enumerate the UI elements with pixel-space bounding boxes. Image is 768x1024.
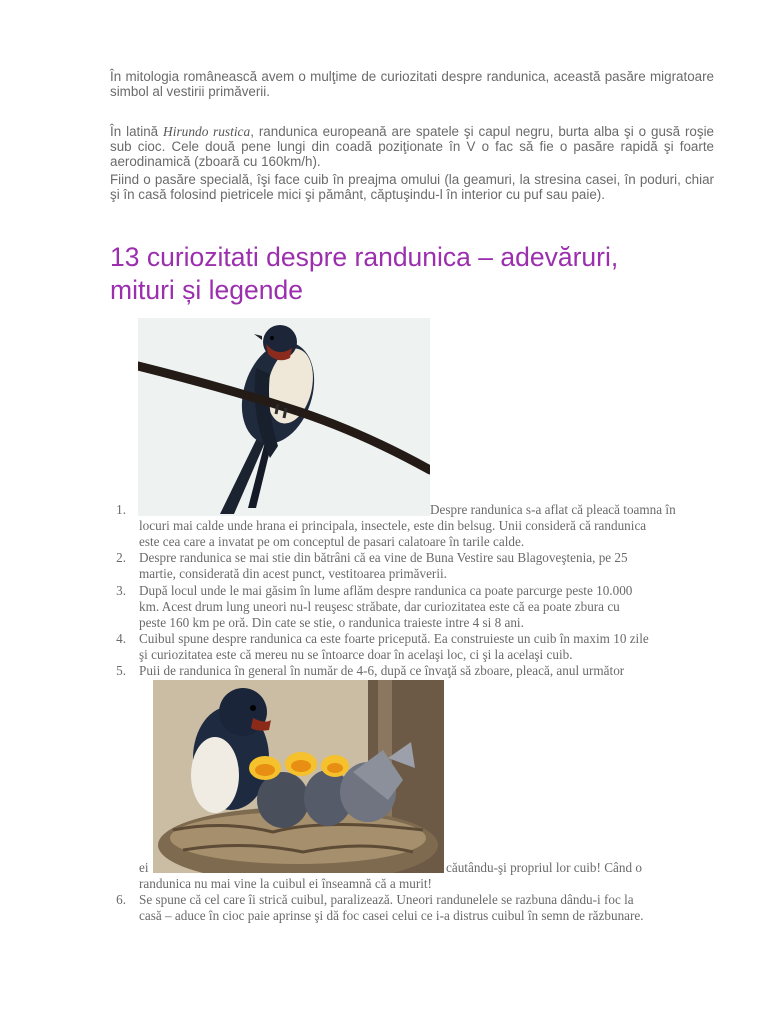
list-item-text: Puii de randunica în general în număr de 4-6, după ce învaţă să zboare, pleacă, anul următor bbox=[139, 663, 625, 678]
intro-paragraph-2-rest: , randunica europeană are spatele şi capul negru, burta alba şi o gusă roşie sub cioc. Cele două pene lungi din coadă poziţionate în V o fac să fie o pasăre rapidă şi foarte aerodinamică (zboară cu 160km/h). bbox=[110, 124, 715, 170]
list-number: 2. bbox=[116, 550, 126, 565]
intro-paragraph-3: Fiind o pasăre specială, îşi face cuib în preajma omului (la geamuri, la stresina casei, în poduri, chiar şi în casă folosind pietricele mici şi pământ, căptuşindu-l în interior cu puf sau paie). bbox=[110, 172, 714, 203]
list-item-text: martie, considerată din acest punct, vestitoarea primăverii. bbox=[139, 566, 447, 581]
list-item-text: şi curiozitatea este că mereu nu se întoarce doar în acelaşi loc, ci şi la acelaşi cuib. bbox=[139, 647, 573, 662]
intro-paragraph-1: În mitologia românească avem o mulţime de curiozitati despre randunica, această pasăre migratoare simbol al vestirii primăverii. bbox=[110, 69, 714, 100]
list-item-text: După locul unde le mai găsim în lume aflăm despre randunica ca poate parcurge peste 10.000 bbox=[139, 583, 633, 598]
list-item-text: casă – aduce în cioc paie aprinse şi dă foc casei celui ce i-a distrus cuibul în semn de răzbunare. bbox=[139, 908, 644, 923]
list-item-text: este cea care a invatat pe om conceptul de pasari calatoare în tarile calde. bbox=[139, 534, 525, 549]
list-item-text: locuri mai calde unde hrana ei principala, insectele, este din belsug. Unii consideră că randunica bbox=[139, 518, 647, 533]
list-item-text: Cuibul spune despre randunica ca este foarte pricepută. Ea construieste un cuib în maxim 10 zile bbox=[139, 631, 649, 646]
list-item-text: peste 160 km pe oră. Din cate se stie, o randunica traieste intre 4 si 8 ani. bbox=[139, 615, 524, 630]
list-item-text: km. Acest drum lung uneori nu-l reuşesc străbate, dar curiozitatea este că ea poate zbura cu bbox=[139, 599, 620, 614]
list-item-text: Despre randunica se mai stie din bătrâni că ea vine de Buna Vestire sau Blagoveştenia, pe 25 bbox=[139, 550, 628, 565]
list-item-text: Despre randunica s-a aflat că pleacă toamna în bbox=[430, 502, 676, 517]
list-item-text: Se spune că cel care îi strică cuibul, paralizează. Uneori randunelele se razbuna dându-i foc la bbox=[139, 892, 634, 907]
heading-line-2: mituri și legende bbox=[110, 275, 303, 305]
heading-line-1: 13 curiozitati despre randunica – adevăruri, bbox=[110, 242, 619, 272]
list-number: 5. bbox=[116, 663, 126, 678]
list-item-text: ei bbox=[139, 860, 149, 875]
list-number: 4. bbox=[116, 631, 126, 646]
list-number: 1. bbox=[116, 502, 126, 517]
intro-paragraph-2-start: În latină bbox=[110, 124, 164, 139]
list-number: 6. bbox=[116, 892, 126, 907]
list-item-text: căutându-şi propriul lor cuib! Când o bbox=[446, 860, 642, 875]
list-number: 3. bbox=[116, 583, 126, 598]
latin-name: Hirundo rustica bbox=[163, 124, 251, 139]
list-item-text: randunica nu mai vine la cuibul ei înseamnă că a murit! bbox=[139, 876, 432, 891]
